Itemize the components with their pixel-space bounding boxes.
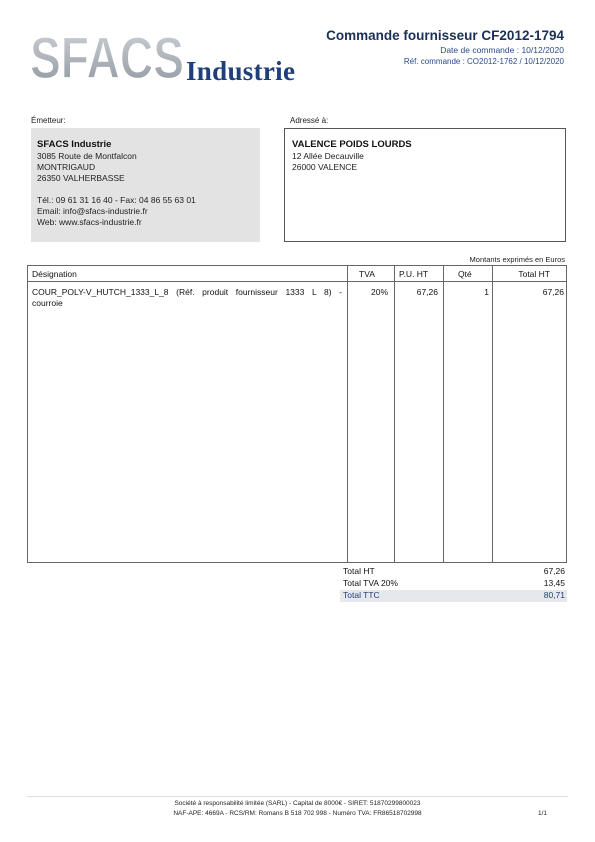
footer-legal-line2: NAF-APE: 4669A - RCS/RM: Romans B 518 702 998 - Numéro TVA: FR86518702998 [173,810,422,817]
issuer-address: 3085 Route de Montfalcon [37,151,137,161]
issuer-email[interactable]: Email: info@sfacs-industrie.fr [37,206,148,216]
total-ht-label: Total HT [343,566,375,576]
item-designation-cont: courroie [32,298,63,308]
issuer-name: SFACS Industrie [37,139,112,150]
order-date: Date de commande : 10/12/2020 [440,45,564,55]
total-ttc-value: 80,71 [543,590,565,600]
total-ht-row [340,566,567,578]
table-row [32,287,342,309]
recipient-name: VALENCE POIDS LOURDS [292,139,412,150]
totals-block [340,566,567,602]
header-total-ht: Total HT [518,269,550,279]
issuer-website[interactable]: Web: www.sfacs-industrie.fr [37,217,142,227]
recipient-postcode-city: 26000 VALENCE [292,162,358,172]
total-tva-row [340,578,567,590]
column-divider [347,266,348,562]
item-unit-price: 67,26 [416,287,438,297]
company-logo [30,30,186,86]
logo-industrie-text: Industrie [186,56,296,86]
column-divider [443,266,444,562]
header-designation: Désignation [32,269,77,279]
column-divider [492,266,493,562]
issuer-phone-fax: Tél.: 09 61 31 16 40 - Fax: 04 86 55 63 01 [37,195,196,205]
page-number: 1/1 [537,810,547,817]
recipient-address: 12 Allée Decauville [292,151,364,161]
column-divider [394,266,395,562]
footer-legal-line1: Société à responsabilité limitée (SARL) - Capital de 8000€ - SIRET: 51870299800023 [174,800,421,807]
footer-divider [27,796,568,797]
item-tva: 20% [370,287,388,297]
total-tva-label: Total TVA 20% [343,578,398,588]
header-divider [28,281,566,282]
logo-sfacs-text: SFACS [30,30,184,86]
issuer-box [31,128,260,242]
item-total-ht: 67,26 [542,287,564,297]
total-ttc-label: Total TTC [343,590,380,600]
recipient-box [284,128,566,242]
total-ht-value: 67,26 [543,566,565,576]
recipient-label: Adressé à: [290,116,329,125]
order-reference: Réf. commande : CO2012-1762 / 10/12/2020 [403,57,564,66]
item-designation: COUR_POLY-V_HUTCH_1333_L_8 (Réf. produit fournisseur 1333 L 8) - [32,287,342,297]
issuer-postcode-city: 26350 VALHERBASSE [37,173,125,183]
issuer-city: MONTRIGAUD [37,162,96,172]
document-title: Commande fournisseur CF2012-1794 [326,28,564,43]
issuer-label: Émetteur: [31,116,66,125]
header-quantity: Qté [458,269,472,279]
total-ttc-row [340,590,567,602]
header-unit-price: P.U. HT [399,269,429,279]
header-tva: TVA [359,269,375,279]
items-table [27,265,567,563]
total-tva-value: 13,45 [543,578,565,588]
item-quantity: 1 [484,287,489,297]
currency-note: Montants exprimés en Euros [469,255,565,264]
